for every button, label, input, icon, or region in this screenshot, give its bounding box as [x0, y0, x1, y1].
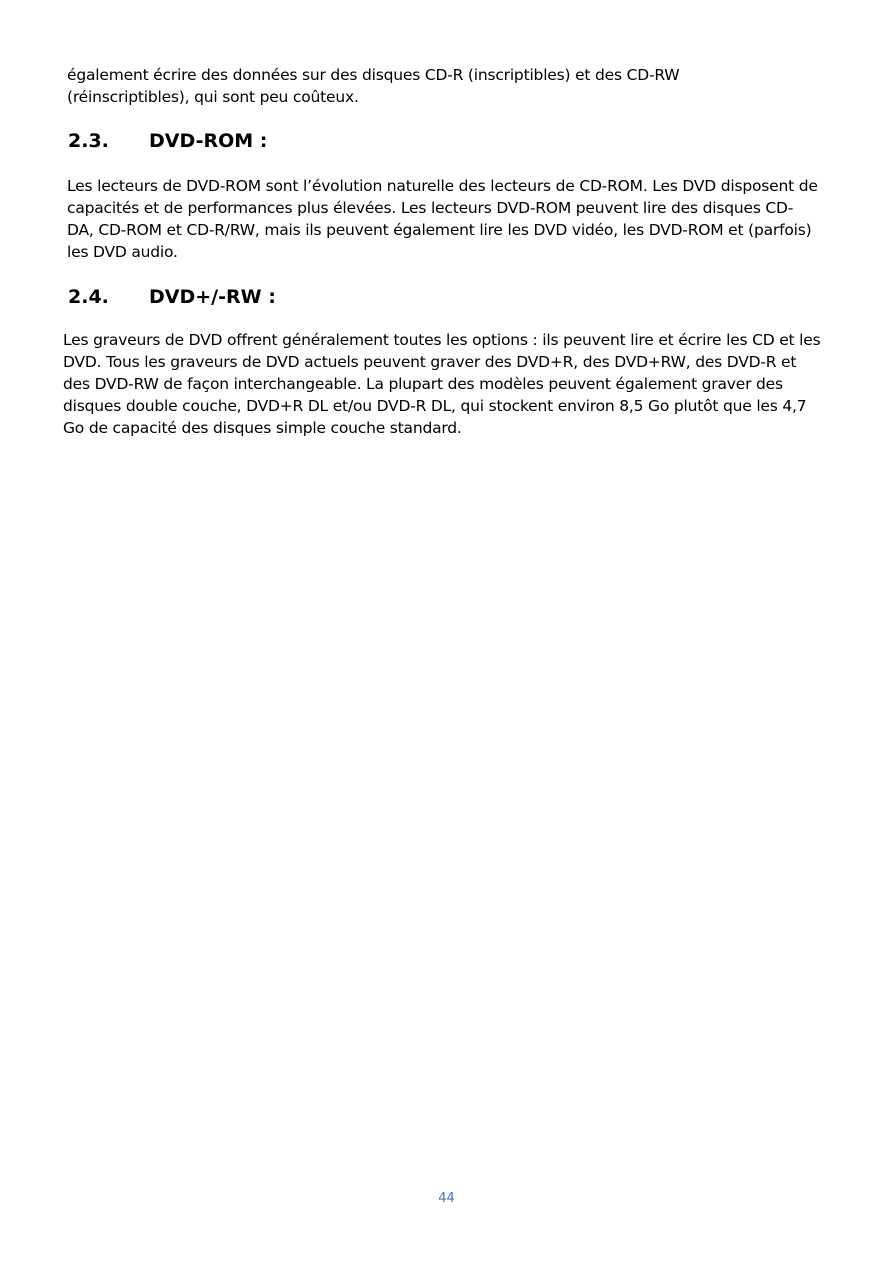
section-heading-2-4 [68, 285, 276, 309]
section-heading-2-3 [68, 129, 267, 153]
section-title: DVD+/-RW : [149, 286, 276, 308]
section-number: 2.3. [68, 130, 109, 152]
intro-paragraph: également écrire des données sur des disques CD-R (inscriptibles) et des CD-RW (réinscriptibles), qui sont peu coûteux. [67, 66, 680, 106]
section-title: DVD-ROM : [149, 130, 268, 152]
dvd-rom-paragraph: Les lecteurs de DVD-ROM sont l’évolution naturelle des lecteurs de CD-ROM. Les DVD disposent de capacités et de performances plus élevées. Les lecteurs DVD-ROM peuvent lire des disques CD-DA, CD-ROM et CD-R/RW, mais ils peuvent également lire les DVD vidéo, les DVD-ROM et (parfois) les DVD audio. [67, 177, 818, 261]
section-number: 2.4. [68, 286, 109, 308]
dvd-rw-paragraph: Les graveurs de DVD offrent généralement toutes les options : ils peuvent lire et écrire les CD et les DVD. Tous les graveurs de DVD actuels peuvent graver des DVD+R, des DVD+RW, des DVD-R et des DVD-RW de façon interchangeable. La plupart des modèles peuvent également graver des disques double couche, DVD+R DL et/ou DVD-R DL, qui stockent environ 8,5 Go plutôt que les 4,7 Go de capacité des disques simple couche standard. [63, 331, 821, 437]
page-number: 44 [438, 1191, 455, 1206]
